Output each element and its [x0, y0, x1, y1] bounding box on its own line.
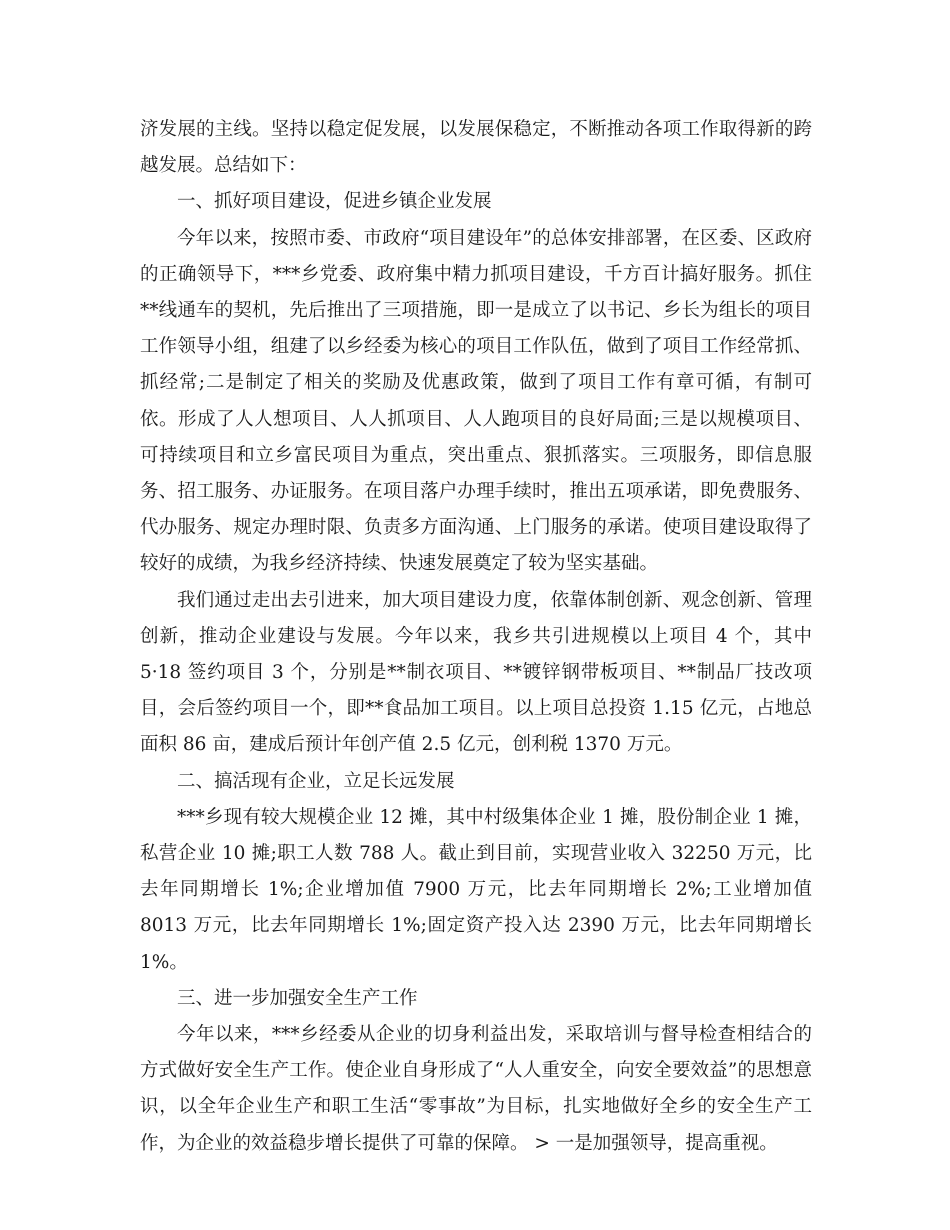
section-heading-2: 二、搞活现有企业，立足长远发展 — [177, 770, 455, 792]
paragraph-safety-production: 今年以来，***乡经委从企业的切身利益出发，采取培训与督导检查相结合的方式做好安全生产工作。使企业自身形成了“人人重安全，向安全要效益”的思想意识，以全年企业生产和职工生活“零事故”为目标，扎实地做好全乡的安全生产工作，为企业的效益稳步增长提供了可靠的保障。 > 一是加强领导，提高重视。 — [140, 1024, 812, 1154]
section-heading-1: 一、抓好项目建设，促进乡镇企业发展 — [177, 191, 492, 213]
section-heading-3: 三、进一步加强安全生产工作 — [177, 987, 418, 1009]
document-page — [140, 112, 812, 1162]
paragraph-intro-continuation: 济发展的主线。坚持以稳定促发展，以发展保稳定，不断推动各项工作取得新的跨越发展。总结如下： — [140, 119, 812, 177]
paragraph-existing-enterprises: ***乡现有较大规模企业 12 摊，其中村级集体企业 1 摊，股份制企业 1 摊，私营企业 10 摊;职工人数 788 人。截止到目前，实现营业收入 32250 万元，比去年同期增长 1%;企业增加值 7900 万元，比去年同期增长 2%;工业增加值 8013 万元，比去年同期增长 1%;固定资产投入达 2390 万元，比去年同期增长 1%。 — [140, 806, 812, 973]
paragraph-project-construction: 今年以来，按照市委、市政府“项目建设年”的总体安排部署，在区委、区政府的正确领导下，***乡党委、政府集中精力抓项目建设，千方百计搞好服务。抓住**线通车的契机，先后推出了三项措施，即一是成立了以书记、乡长为组长的项目工作领导小组，组建了以乡经委为核心的项目工作队伍，做到了项目工作经常抓、抓经常;二是制定了相关的奖励及优惠政策，做到了项目工作有章可循，有制可依。形成了人人想项目、人人抓项目、人人跑项目的良好局面;三是以规模项目、可持续项目和立乡富民项目为重点，突出重点、狠抓落实。三项服务，即信息服务、招工服务、办证服务。在项目落户办理手续时，推出五项承诺，即免费服务、代办服务、规定办理时限、负责多方面沟通、上门服务的承诺。使项目建设取得了较好的成绩，为我乡经济持续、快速发展奠定了较为坚实基础。 — [140, 227, 812, 575]
paragraph-project-investment: 我们通过走出去引进来，加大项目建设力度，依靠体制创新、观念创新、管理创新，推动企业建设与发展。今年以来，我乡共引进规模以上项目 4 个，其中 5·18 签约项目 3 个，分别是**制衣项目、**镀锌钢带板项目、**制品厂技改项目，会后签约项目一个，即**食品加工项目。以上项目总投资 1.15 亿元，占地总面积 86 亩，建成后预计年创产值 2.5 亿元，创利税 1370 万元。 — [140, 589, 812, 756]
